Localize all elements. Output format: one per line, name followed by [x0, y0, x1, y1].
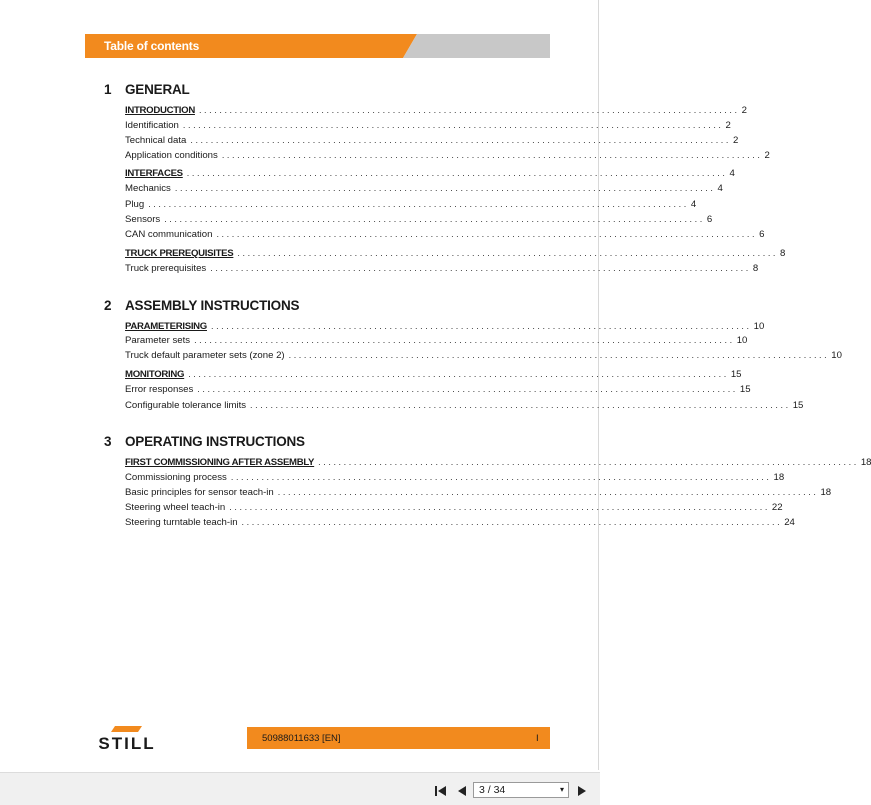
toc-entry[interactable] — [125, 212, 713, 226]
toc-page-number: 8 — [752, 263, 759, 274]
toc-page-number: 18 — [820, 487, 832, 498]
toc-entry[interactable] — [125, 333, 748, 347]
toc-label: Sensors — [125, 214, 161, 225]
dot-leader: .......................................................................................................... — [164, 214, 705, 224]
toc-page-number: 2 — [741, 105, 747, 116]
dot-leader: .......................................................................................................... — [216, 229, 758, 239]
toc-page-number: 8 — [780, 248, 786, 259]
dot-leader: .......................................................................................................... — [197, 384, 738, 394]
dot-leader: .......................................................................................................... — [241, 517, 783, 527]
dot-leader: .......................................................................................................... — [229, 502, 770, 512]
dot-leader: .......................................................................................................... — [194, 335, 735, 345]
toc-section-entry[interactable] — [125, 246, 786, 260]
chapter-number: 2 — [104, 298, 112, 313]
first-page-icon[interactable] — [434, 784, 448, 798]
toc-section-entry[interactable] — [125, 103, 747, 117]
toc-label: Truck prerequisites — [125, 263, 207, 274]
previous-page-icon[interactable] — [455, 784, 469, 798]
toc-page-number: 10 — [753, 321, 765, 332]
header-title: Table of contents — [104, 39, 200, 53]
svg-text:STILL: STILL — [98, 734, 156, 753]
toc-label: Commissioning process — [125, 472, 227, 483]
toc-label: MONITORING — [125, 369, 185, 380]
toc-page-number: 18 — [773, 472, 785, 483]
toc-entry[interactable] — [125, 500, 783, 514]
chapter-title: ASSEMBLY INSTRUCTIONS — [125, 298, 300, 313]
next-page-icon[interactable] — [575, 784, 589, 798]
dot-leader: .......................................................................................................... — [182, 120, 724, 130]
dot-leader: .......................................................................................................... — [318, 457, 859, 467]
dot-leader: .......................................................................................................... — [190, 135, 731, 145]
toc-page-number: 15 — [739, 384, 751, 395]
toc-label: TRUCK PREREQUISITES — [125, 248, 234, 259]
toc-section-entry[interactable] — [125, 166, 735, 180]
toc-entry[interactable] — [125, 261, 759, 275]
pdf-toolbar — [0, 772, 600, 805]
toc-label: PARAMETERISING — [125, 321, 207, 332]
toc-label: Truck default parameter sets (zone 2) — [125, 350, 285, 361]
toc-label: Parameter sets — [125, 335, 191, 346]
toc-entry[interactable] — [125, 485, 832, 499]
page-marker: I — [536, 733, 539, 744]
toc-page-number: 6 — [759, 229, 765, 240]
toc-page-number: 2 — [764, 150, 770, 161]
dot-leader: .......................................................................................................... — [188, 369, 729, 379]
toc-label: Technical data — [125, 135, 187, 146]
dot-leader: .......................................................................................................... — [250, 400, 791, 410]
toc-label: Mechanics — [125, 183, 171, 194]
page-number-select[interactable] — [473, 782, 569, 798]
toc-page-number: 2 — [725, 120, 731, 131]
toc-label: CAN communication — [125, 229, 213, 240]
toc-entry[interactable] — [125, 148, 770, 162]
dot-leader: .......................................................................................................... — [148, 199, 689, 209]
toc-entry[interactable] — [125, 515, 795, 529]
toc-label: FIRST COMMISSIONING AFTER ASSEMBLY — [125, 457, 315, 468]
chapter-number: 3 — [104, 434, 112, 449]
dot-leader: .......................................................................................................... — [237, 248, 779, 258]
dot-leader: .......................................................................................................... — [186, 168, 728, 178]
toc-entry[interactable] — [125, 470, 785, 484]
chevron-down-icon: ▾ — [559, 785, 564, 794]
toc-page-number: 6 — [706, 214, 713, 225]
toc-label: Configurable tolerance limits — [125, 400, 247, 411]
dot-leader: .......................................................................................................... — [277, 487, 819, 497]
dot-leader: .......................................................................................................... — [288, 350, 830, 360]
toc-entry[interactable] — [125, 348, 842, 362]
still-logo — [84, 725, 170, 751]
toc-page-number: 10 — [736, 335, 748, 346]
toc-label: Steering turntable teach-in — [125, 517, 238, 528]
toc-page-number: 24 — [784, 517, 795, 528]
toc-entry[interactable] — [125, 197, 697, 211]
toc-section-entry[interactable] — [125, 319, 765, 333]
toc-entry[interactable] — [125, 227, 765, 241]
document-number: 50988011633 [EN] — [262, 733, 341, 744]
dot-leader: .......................................................................................................... — [210, 321, 752, 331]
page-indicator: 3 / 34 — [479, 784, 506, 796]
toc-page-number: 4 — [729, 168, 735, 179]
dot-leader: .......................................................................................................... — [198, 105, 740, 115]
toc-page-number: 15 — [730, 369, 742, 380]
toc-label: INTERFACES — [125, 168, 183, 179]
toc-page-number: 4 — [690, 199, 697, 210]
toc-entry[interactable] — [125, 398, 804, 412]
toc-page-number: 22 — [771, 502, 783, 513]
toc-entry[interactable] — [125, 181, 723, 195]
toc-label: Steering wheel teach-in — [125, 502, 226, 513]
dot-leader: .......................................................................................................... — [174, 183, 716, 193]
toc-section-entry[interactable] — [125, 367, 742, 381]
chapter-heading — [104, 82, 190, 97]
toc-label: INTRODUCTION — [125, 105, 195, 116]
toc-label: Basic principles for sensor teach-in — [125, 487, 274, 498]
toc-section-entry[interactable] — [125, 455, 871, 469]
toc-page-number: 2 — [733, 135, 739, 146]
toc-label: Application conditions — [125, 150, 218, 161]
dot-leader: .......................................................................................................... — [230, 472, 772, 482]
chapter-number: 1 — [104, 82, 112, 97]
toc-page-number: 4 — [717, 183, 723, 194]
toc-page-number: 10 — [831, 350, 842, 361]
chapter-heading — [104, 434, 305, 449]
dot-leader: .......................................................................................................... — [221, 150, 763, 160]
toc-entry[interactable] — [125, 133, 739, 147]
toc-label: Plug — [125, 199, 145, 210]
dot-leader: .......................................................................................................... — [210, 263, 751, 273]
chapter-heading — [104, 298, 299, 313]
toc-page-number: 18 — [860, 457, 871, 468]
chapter-title: GENERAL — [125, 82, 190, 97]
toc-label: Error responses — [125, 384, 194, 395]
toc-page-number: 15 — [792, 400, 804, 411]
toc-label: Identification — [125, 120, 179, 131]
chapter-title: OPERATING INSTRUCTIONS — [125, 434, 305, 449]
toc-entry[interactable] — [125, 118, 731, 132]
toc-entry[interactable] — [125, 382, 751, 396]
